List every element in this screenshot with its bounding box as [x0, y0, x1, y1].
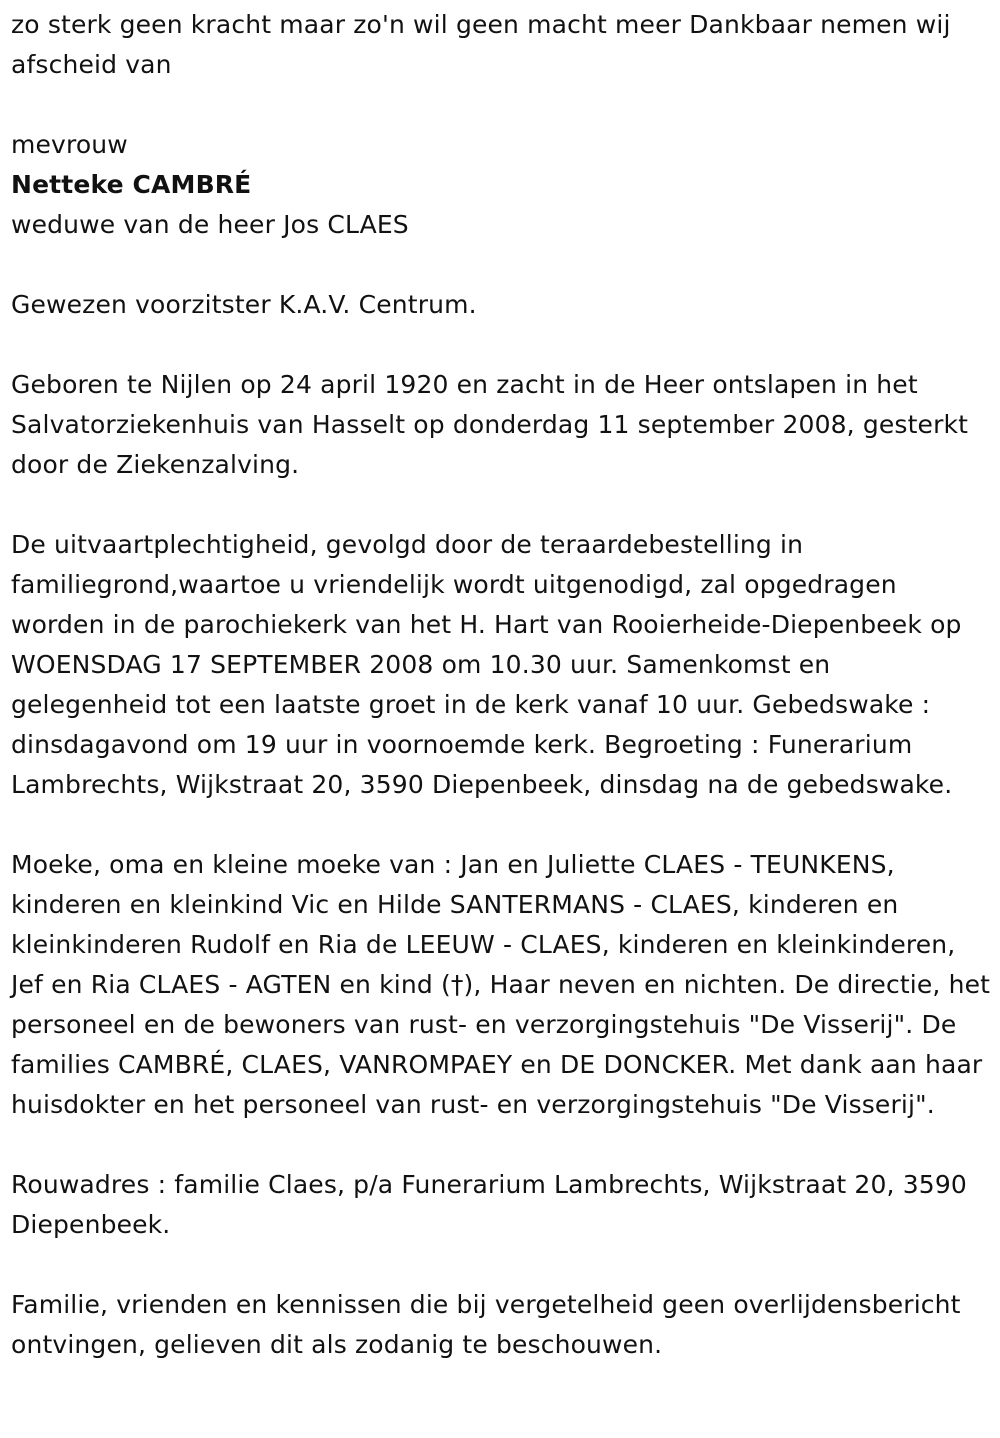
mourning-address: Rouwadres : familie Claes, p/a Funerarium Lambrechts, Wijkstraat 20, 3590 Diepenbeek.	[11, 1170, 967, 1239]
spacer	[11, 485, 991, 525]
honorific: mevrouw	[11, 130, 128, 159]
role-line: Gewezen voorzitster K.A.V. Centrum.	[11, 290, 477, 319]
family-paragraph: Moeke, oma en kleine moeke van : Jan en Juliette CLAES - TEUNKENS, kinderen en kleinkind Vic en Hilde SANTERMANS - CLAES, kinderen en kleinkinderen Rudolf en Ria de LEEUW - CLAES, kinderen en kleinkinderen, Jef en Ria CLAES - AGTEN en kind (†), Haar neven en nichten. De directie, het personeel en de bewoners van rust- en verzorgingstehuis "De Visserij". De families CAMBRÉ, CLAES, VANROMPAEY en DE DONCKER. Met dank aan haar huisdokter en het personeel van rust- en verzorgingstehuis "De Visserij".	[11, 850, 991, 1119]
spacer	[11, 245, 991, 285]
spacer	[11, 1245, 991, 1285]
spacer	[11, 325, 991, 365]
funeral-paragraph: De uitvaartplechtigheid, gevolgd door de teraardebestelling in familiegrond,waartoe u vriendelijk wordt uitgenodigd, zal opgedragen worden in de parochiekerk van het H. Hart van Rooierheide-Diepenbeek op WOENSDAG 17 SEPTEMBER 2008 om 10.30 uur. Samenkomst en gelegenheid tot een laatste groet in de kerk vanaf 10 uur. Gebedswake : dinsdagavond om 19 uur in voornoemde kerk. Begroeting : Funerarium Lambrechts, Wijkstraat 20, 3590 Diepenbeek, dinsdag na de gebedswake.	[11, 530, 962, 799]
closing-paragraph: Familie, vrienden en kennissen die bij vergetelheid geen overlijdensbericht ontvingen, gelieven dit als zodanig te beschouwen.	[11, 1290, 961, 1359]
spacer	[11, 1125, 991, 1165]
obituary-notice	[11, 5, 991, 1365]
spacer	[11, 85, 991, 125]
birth-death-paragraph: Geboren te Nijlen op 24 april 1920 en zacht in de Heer ontslapen in het Salvatorziekenhuis van Hasselt op donderdag 11 september 2008, gesterkt door de Ziekenzalving.	[11, 370, 969, 479]
relation-line: weduwe van de heer Jos CLAES	[11, 210, 409, 239]
opening-verse: zo sterk geen kracht maar zo'n wil geen macht meer Dankbaar nemen wij afscheid van	[11, 10, 951, 79]
spacer	[11, 805, 991, 845]
deceased-name: Netteke CAMBRÉ	[11, 170, 252, 199]
